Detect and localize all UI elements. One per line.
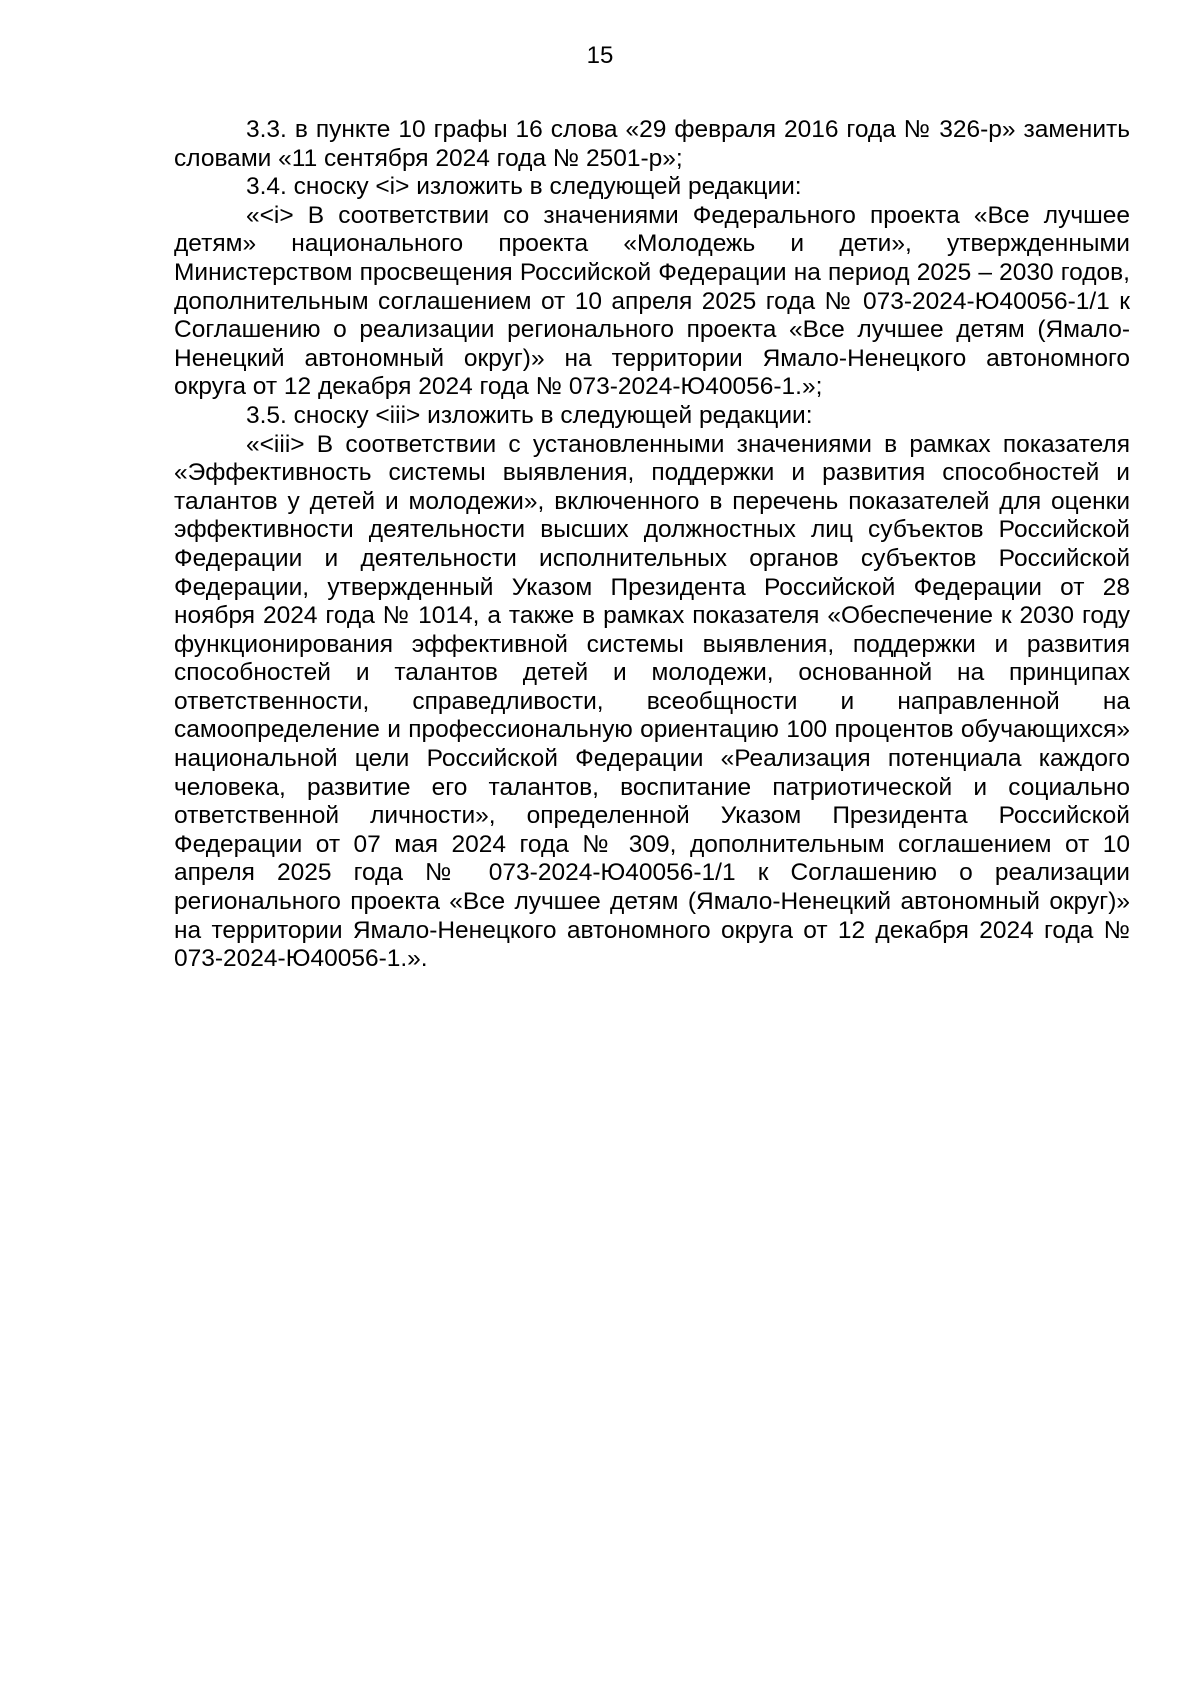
- paragraph-3-4: 3.4. сноску <i> изложить в следующей редакции:: [246, 173, 802, 201]
- paragraph-3-5: 3.5. сноску <iii> изложить в следующей редакции:: [246, 401, 813, 429]
- paragraph-footnote-iii: «<iii> В соответствии с установленными значениями в рамках показателя «Эффективность системы выявления, поддержки и развития способностей и талантов у детей и молодежи», включенного в перечень показателей для оценки эффективности деятельности высших должностных лиц субъектов Российской Федерации и деятельности исполнительных органов субъектов Российской Федерации, утвержденный Указом Президента Российской Федерации от 28 ноября 2024 года № 1014, а также в рамках показателя «Обеспечение к 2030 году функционирования эффективной системы выявления, поддержки и развития способностей и талантов детей и молодежи, основанной на принципах ответственности, справедливости, всеобщности и направленной на самоопределение и профессиональную ориентацию 100 процентов обучающихся» национальной цели Российской Федерации «Реализация потенциала каждого человека, развитие его талантов, воспитание патриотической и социально ответственной личности», определенной Указом Президента Российской Федерации от 07 мая 2024 года № 309, дополнительным соглашением от 10 апреля 2025 года № 073-2024-Ю40056-1/1 к Соглашению о реализации регионального проекта «Все лучшее детям (Ямало-Ненецкий автономный округ)» на территории Ямало-Ненецкого автономного округа от 12 декабря 2024 года № 073-2024-Ю40056-1.».: [174, 430, 1130, 973]
- page-number: 15: [586, 42, 614, 69]
- paragraph-3-3: 3.3. в пункте 10 графы 16 слова «29 февраля 2016 года № 326-р» заменить словами «11 сентября 2024 года № 2501-р»;: [174, 116, 1130, 172]
- document-body: [174, 116, 1130, 974]
- paragraph-footnote-i: «<i> В соответствии со значениями Федерального проекта «Все лучшее детям» национального проекта «Молодежь и дети», утвержденными Министерством просвещения Российской Федерации на период 2025 – 2030 годов, дополнительным соглашением от 10 апреля 2025 года № 073-2024-Ю40056-1/1 к Соглашению о реализации регионального проекта «Все лучшее детям (Ямало-Ненецкий автономный округ)» на территории Ямало-Ненецкого автономного округа от 12 декабря 2024 года № 073-2024-Ю40056-1.»;: [174, 201, 1130, 401]
